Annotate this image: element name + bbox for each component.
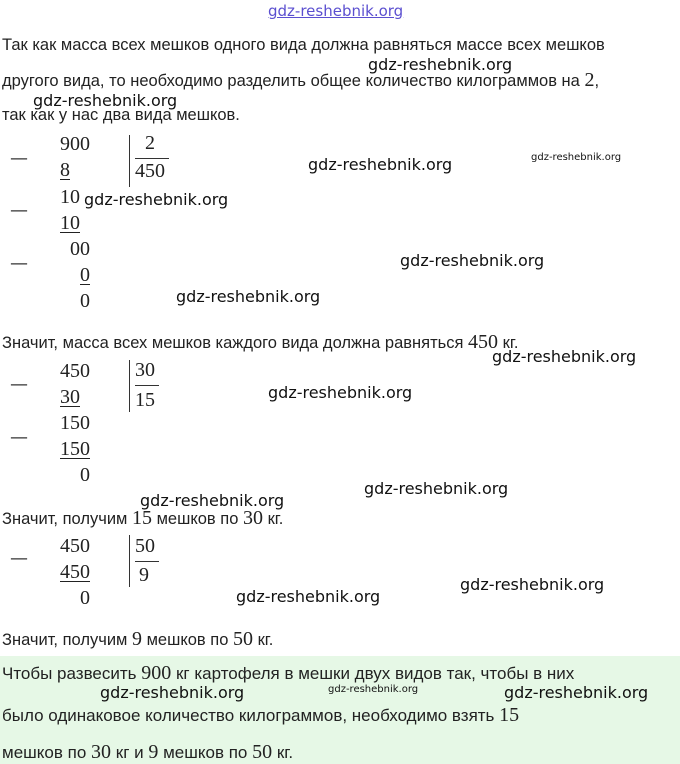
- watermark-text: gdz-reshebnik.org: [268, 383, 413, 402]
- step-value: 10: [60, 186, 80, 208]
- dividend: 450: [60, 360, 90, 382]
- result-text: мешков по: [146, 631, 229, 649]
- answer-number: 15: [499, 704, 520, 726]
- result-number: 30: [242, 507, 263, 529]
- watermark-text: gdz-reshebnik.org: [176, 287, 321, 306]
- answer-number: 900: [141, 662, 172, 684]
- step-value: 10: [60, 212, 80, 234]
- quotient-line: [135, 158, 169, 159]
- answer-number: 50: [252, 741, 273, 763]
- watermark-text: gdz-reshebnik.org: [400, 251, 545, 270]
- result-number: 9: [131, 628, 142, 650]
- result-line-1: [2, 332, 518, 353]
- answer-number: 30: [91, 741, 112, 763]
- answer-text: кг и: [115, 743, 144, 762]
- answer-text: мешков по: [2, 743, 87, 762]
- watermark-text: gdz-reshebnik.org: [531, 152, 622, 163]
- dividend: 450: [60, 535, 90, 557]
- answer-number: 9: [148, 741, 159, 763]
- minus-sign: —: [10, 200, 28, 221]
- result-number: 450: [468, 331, 499, 353]
- quotient-line: [135, 385, 159, 386]
- intro-line-3: так как у нас два вида мешков.: [2, 106, 240, 124]
- watermark-text: gdz-reshebnik.org: [368, 55, 513, 74]
- result-text: мешков по: [156, 510, 239, 528]
- watermark-text: gdz-reshebnik.org: [84, 190, 229, 209]
- intro-line-2-text: другого вида, то необходимо разделить общее количество килограммов на: [2, 72, 580, 90]
- answer-line-1: [2, 663, 574, 684]
- dividend: 900: [60, 133, 90, 155]
- step-value: 0: [80, 290, 90, 312]
- divisor: 30: [135, 359, 155, 381]
- step-value: 150: [60, 438, 90, 460]
- step-value: 450: [60, 561, 90, 583]
- watermark-text: gdz-reshebnik.org: [140, 491, 285, 510]
- result-text: Значит, получим: [2, 631, 128, 649]
- answer-text: Чтобы развесить: [2, 664, 137, 683]
- answer-text: мешков по: [163, 743, 248, 762]
- minus-sign: —: [10, 253, 28, 274]
- answer-box: [0, 656, 680, 764]
- result-line-2: [2, 508, 283, 529]
- divisor: 50: [135, 535, 155, 557]
- result-number: 15: [131, 507, 152, 529]
- divisor: 2: [145, 132, 155, 154]
- answer-text: было одинаковое количество килограммов, необходимо взять: [2, 706, 495, 725]
- quotient: 9: [139, 564, 149, 586]
- intro-number: 2: [584, 69, 595, 91]
- minus-sign: —: [10, 374, 28, 395]
- intro-comma: ,: [594, 72, 600, 90]
- site-watermark-link[interactable]: gdz-reshebnik.org: [268, 2, 404, 20]
- watermark-text: gdz-reshebnik.org: [328, 684, 419, 695]
- answer-line-3: [2, 742, 293, 763]
- division-bar: [129, 135, 130, 187]
- watermark-text: gdz-reshebnik.org: [504, 683, 649, 702]
- watermark-text: gdz-reshebnik.org: [236, 587, 381, 606]
- step-value: 30: [60, 386, 80, 408]
- watermark-text: gdz-reshebnik.org: [100, 683, 245, 702]
- quotient: 450: [135, 160, 165, 182]
- minus-sign: —: [10, 148, 28, 169]
- step-value: 0: [80, 464, 90, 486]
- answer-text: кг картофеля в мешки двух видов так, чтобы в них: [175, 664, 575, 683]
- result-text: Значит, масса всех мешков каждого вида должна равняться: [2, 334, 464, 352]
- result-text: Значит, получим: [2, 510, 128, 528]
- result-unit: кг.: [267, 510, 284, 528]
- answer-line-2: [2, 705, 519, 726]
- watermark-text: gdz-reshebnik.org: [308, 155, 453, 174]
- result-unit: кг.: [257, 631, 274, 649]
- watermark-text: gdz-reshebnik.org: [33, 91, 178, 110]
- watermark-text: gdz-reshebnik.org: [460, 575, 605, 594]
- step-value: 0: [80, 587, 90, 609]
- minus-sign: —: [10, 427, 28, 448]
- answer-text: кг.: [276, 743, 294, 762]
- result-line-3: [2, 629, 273, 650]
- result-number: 50: [232, 628, 253, 650]
- watermark-text: gdz-reshebnik.org: [492, 347, 637, 366]
- step-value: 00: [70, 238, 90, 260]
- result-unit: кг.: [502, 334, 519, 352]
- step-value: 8: [60, 159, 70, 181]
- minus-sign: —: [10, 548, 28, 569]
- division-bar: [129, 535, 130, 587]
- step-value: 0: [80, 264, 90, 286]
- quotient-line: [135, 561, 159, 562]
- division-bar: [129, 360, 130, 412]
- quotient: 15: [135, 389, 155, 411]
- watermark-text: gdz-reshebnik.org: [364, 479, 509, 498]
- step-value: 150: [60, 412, 90, 434]
- intro-line-1: Так как масса всех мешков одного вида должна равняться массе всех мешков: [2, 36, 605, 54]
